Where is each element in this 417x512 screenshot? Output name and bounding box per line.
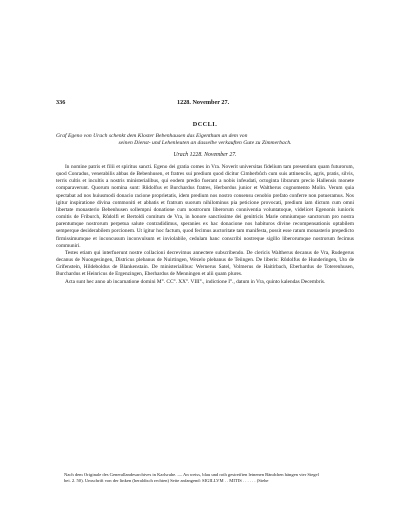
source-note-line-1: Nach dem Originale des Generallandesarchives in Karlsruhe. — An weiss, blau und roth gestreiften leinenen Bändchen hängen vier Siegel — [64, 472, 319, 477]
document-dateline: Urach 1228. November 27. — [173, 152, 237, 158]
source-note-line-2: bei. 2. 50). Umschrift von der linken (heraldisch rechten) Seite anfangend: SIGILLVM . . MITIS . . . . . . (Siehe — [64, 478, 269, 484]
summary-line-1: Graf Egeno von Urach schenkt dem Kloster Bebenhausen das Eigenthum an dem von — [56, 133, 248, 139]
paragraph-3: Acta sunt hec anno ab incarnatione domini M°. CC°. XX°. VIII°., indictione I°., datum in Vra, quinto kalendas Decembris. — [65, 278, 326, 285]
page-number: 336 — [56, 99, 66, 106]
running-date: 1228. November 27. — [177, 99, 230, 106]
charter-text — [56, 164, 354, 286]
document-summary — [56, 133, 354, 147]
document-number: DCCLI. — [192, 121, 218, 128]
source-note — [56, 472, 354, 484]
paragraph-2: Testes etiam qui interfuerunt nostre collacioni decrevimus annectere subscribendo. De clericis Waltherus decanus de Vra, Rudegerus decanus de Nuongesingen, Districus plebanus de Nuirtingen, Wezelo plebanus de Teiingen. De liberis: Růdolfus de Hunderingen, Uto de Grifenstein, Hildeboldus de Blankenstain. De ministerialibus: Wernerus Satel, Volmerus de Haitirbach, Eberhardus de Toterenhusen, Burchardus et Heinricus de Ergenzingen, Eberhardus de Menningen et alii quam plures. — [56, 249, 354, 278]
paragraph-1: In nomine patris et filii et spiritus sancti. Egeno dei gratia comes in Vra. Noverit universitas fidelium tam presentium quam futurorum, quod Conradus, venerabilis abbas de Bebenhusen, et fratres sui predium quod dicitur Cimberbůch cum suis attinenciis, agris, pratis, silvis, terris cultis et incultis a nostris ministerialibus, qui eodem predio fuerant a nobis infeudati, octoginta librarum precio Hallensis monete comparaverunt. Quorum nomina sunt: Růdolfus et Burchardus fratres, Herbordus junior et Waltherus cognomento Molin. Verum quia spectabat ad nos huiusmodi donacio racione proprietatis, idem predium nos nostro consensu cenobio prefato conferre non potueramus. Nos igitur inspiratione divina commoniti et abbatis et fratrum suorum nihilominus pia peticione provocati, predium iam dictum cum omni libertate monasterio Bebenhusen sollempni donatione cum nostrorum liberorum conniventia voluntatoque, videlicet Egenonis iunioris comitis de Friburch, Růdolfi et Bertoldi comitum de Vra, in honore sanctissime dei genitricis Marie omniumque sanctorum pro nostra parentumque nostrorum perpetua salute contradidimus, speranies ex hac donacione nos habituros divine recompensationis optabilem semperque desiderabilem porcionem. Ut igitur hoc factum, quod fecimus auctoritate tam manifesta, possit esse ratum monasterio prepedicto firmissimumque et inconcusum inconvulsum et inviolabile, cedulam hanc conscribi nostreque sigillo liberorumque nostrorum fecimus communiri. — [56, 164, 354, 249]
summary-line-2: seinen Dienst- und Lehenleuten an dasselbe verkauften Gute zu Zimmerbach. — [118, 140, 292, 147]
